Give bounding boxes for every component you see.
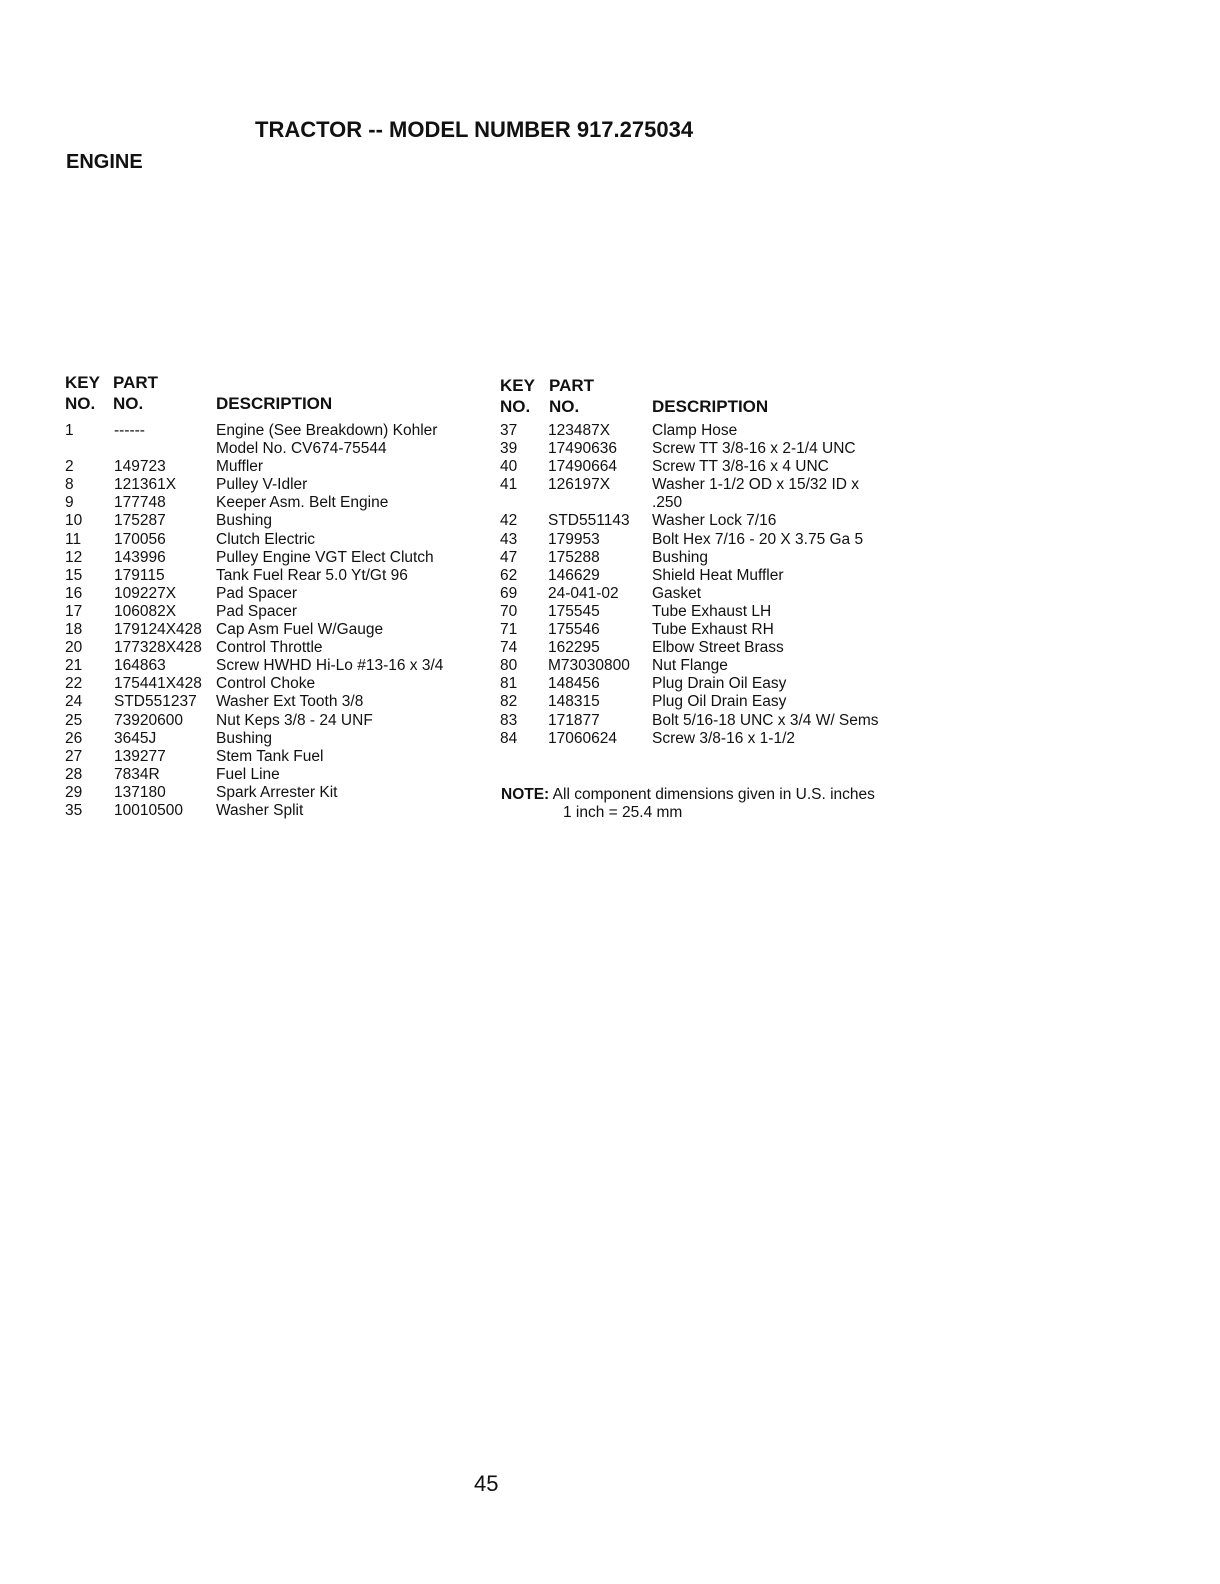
part-description: Plug Oil Drain Easy [652, 693, 787, 711]
page-number: 45 [474, 1471, 499, 1496]
key-number: 62 [500, 566, 518, 584]
key-number: 25 [65, 711, 83, 729]
part-number: 177748 [114, 494, 166, 512]
table-row [65, 549, 465, 567]
part-description: Tube Exhaust RH [652, 621, 774, 639]
table-row [65, 458, 465, 476]
key-number: 69 [500, 584, 518, 602]
key-number: 41 [500, 476, 518, 494]
table-row [65, 585, 465, 603]
table-row [65, 730, 465, 748]
part-description: Pulley V-Idler [216, 476, 308, 494]
part-number: 179124X428 [114, 621, 202, 639]
part-number: 171877 [548, 711, 600, 729]
part-number: 162295 [548, 639, 600, 657]
part-description: Muffler [216, 458, 264, 476]
part-number: 137180 [114, 783, 166, 801]
part-description: Screw 3/8-16 x 1-1/2 [652, 729, 796, 747]
note-line1: All component dimensions given in U.S. inches [552, 786, 875, 803]
part-description: Screw HWHD Hi-Lo #13-16 x 3/4 [216, 657, 444, 675]
right-part-header-line2: NO. [549, 397, 580, 416]
part-number: 143996 [114, 548, 166, 566]
key-number: 16 [65, 584, 83, 602]
key-number: 10 [65, 512, 83, 530]
table-row [65, 531, 465, 549]
table-row [65, 802, 465, 820]
part-number: 177328X428 [114, 639, 202, 657]
part-description: Control Throttle [216, 639, 323, 657]
table-row [65, 675, 465, 693]
table-row [65, 693, 465, 711]
table-row [500, 512, 910, 530]
key-number: 27 [65, 747, 83, 765]
key-number: 22 [65, 675, 83, 693]
note-line2: 1 inch = 25.4 mm [563, 804, 683, 821]
key-number: 18 [65, 621, 83, 639]
key-number: 20 [65, 639, 83, 657]
key-number: 35 [65, 801, 83, 819]
part-number: 139277 [114, 747, 166, 765]
right-key-header-line2: NO. [500, 397, 531, 416]
part-description: Fuel Line [216, 765, 280, 783]
part-description: Engine (See Breakdown) Kohler Model No. CV674-75544 [216, 422, 438, 458]
part-number: 170056 [114, 530, 166, 548]
part-number: ------ [114, 422, 145, 439]
table-row [65, 476, 465, 494]
part-description: Pad Spacer [216, 584, 297, 602]
part-description: Elbow Street Brass [652, 639, 784, 657]
table-row [500, 730, 910, 748]
key-number: 11 [65, 530, 82, 548]
key-number: 8 [65, 476, 74, 494]
part-number: 164863 [114, 657, 166, 675]
key-number: 17 [65, 602, 83, 620]
key-number: 9 [65, 494, 74, 512]
table-row [65, 657, 465, 675]
part-description: Control Choke [216, 675, 316, 693]
part-description: Bolt Hex 7/16 - 20 X 3.75 Ga 5 [652, 530, 864, 548]
note [501, 786, 875, 822]
part-description: Gasket [652, 584, 702, 602]
key-number: 43 [500, 530, 518, 548]
part-description: Cap Asm Fuel W/Gauge [216, 621, 384, 639]
part-description: Pulley Engine VGT Elect Clutch [216, 548, 434, 566]
key-number: 37 [500, 422, 518, 439]
part-description: Nut Keps 3/8 - 24 UNF [216, 711, 373, 729]
key-number: 83 [500, 711, 518, 729]
note-label: NOTE: [501, 786, 550, 803]
table-row [500, 675, 910, 693]
part-description: Washer 1-1/2 OD x 15/32 ID x .250 [652, 476, 860, 512]
table-row [65, 422, 465, 458]
part-number: 175441X428 [114, 675, 202, 693]
part-description: Tube Exhaust LH [652, 602, 772, 620]
table-row [500, 712, 910, 730]
left-part-header-line1: PART [113, 373, 159, 392]
part-number: 24-041-02 [548, 584, 619, 602]
key-number: 74 [500, 639, 518, 657]
table-row [500, 549, 910, 567]
part-description: Screw TT 3/8-16 x 2-1/4 UNC [652, 440, 856, 458]
part-number: STD551143 [548, 512, 630, 530]
part-description: Clutch Electric [216, 530, 316, 548]
part-number: 179953 [548, 530, 600, 548]
part-number: 149723 [114, 458, 166, 476]
right-parts-table [500, 422, 910, 748]
left-key-header-line2: NO. [65, 394, 96, 413]
part-number: 17490636 [548, 440, 617, 458]
key-number: 2 [65, 458, 74, 476]
part-number: 148456 [548, 675, 600, 693]
part-description: Spark Arrester Kit [216, 783, 338, 801]
part-number: 175287 [114, 512, 166, 530]
table-row [65, 639, 465, 657]
part-number: 179115 [114, 566, 165, 584]
table-row [500, 440, 910, 458]
table-row [500, 693, 910, 711]
key-number: 12 [65, 548, 83, 566]
part-description: Nut Flange [652, 657, 728, 675]
key-number: 42 [500, 512, 518, 530]
key-number: 39 [500, 440, 518, 458]
table-row [500, 585, 910, 603]
part-description: Washer Split [216, 801, 304, 819]
key-number: 1 [65, 422, 74, 439]
part-number: M73030800 [548, 657, 630, 675]
key-number: 71 [500, 621, 518, 639]
key-number: 81 [500, 675, 518, 693]
part-description: Bushing [216, 512, 273, 530]
table-row [65, 621, 465, 639]
left-part-header-line2: NO. [113, 394, 144, 413]
right-part-header-line1: PART [549, 376, 595, 395]
key-number: 84 [500, 729, 518, 747]
key-number: 15 [65, 566, 83, 584]
table-row [65, 766, 465, 784]
part-number: 123487X [548, 422, 611, 439]
key-number: 40 [500, 458, 518, 476]
page-title: TRACTOR -- MODEL NUMBER 917.275034 [255, 117, 694, 142]
table-row [65, 603, 465, 621]
part-number: 175288 [548, 548, 600, 566]
part-number: 148315 [548, 693, 600, 711]
right-key-header-line1: KEY [500, 376, 535, 395]
key-number: 47 [500, 548, 518, 566]
part-description: Screw TT 3/8-16 x 4 UNC [652, 458, 829, 476]
table-row [500, 603, 910, 621]
key-number: 24 [65, 693, 83, 711]
table-row [500, 657, 910, 675]
section-heading: ENGINE [66, 151, 143, 173]
part-description: Bushing [216, 729, 273, 747]
part-number: 109227X [114, 584, 177, 602]
part-number: 175546 [548, 621, 600, 639]
part-description: Bolt 5/16-18 UNC x 3/4 W/ Sems [652, 711, 879, 729]
part-description: Washer Ext Tooth 3/8 [216, 693, 364, 711]
part-number: 126197X [548, 476, 611, 494]
part-number: 175545 [548, 602, 600, 620]
left-key-header-line1: KEY [65, 373, 100, 392]
part-description: Plug Drain Oil Easy [652, 675, 787, 693]
key-number: 28 [65, 765, 83, 783]
right-description-header: DESCRIPTION [652, 397, 769, 416]
part-description: Clamp Hose [652, 422, 738, 439]
table-row [500, 476, 910, 512]
part-number: STD551237 [114, 693, 197, 711]
key-number: 70 [500, 602, 518, 620]
table-row [65, 748, 465, 766]
key-number: 82 [500, 693, 518, 711]
part-description: Tank Fuel Rear 5.0 Yt/Gt 96 [216, 566, 408, 584]
key-number: 21 [65, 657, 83, 675]
left-description-header: DESCRIPTION [216, 394, 333, 413]
part-description: Bushing [652, 548, 709, 566]
part-description: Washer Lock 7/16 [652, 512, 777, 530]
left-parts-table [65, 422, 465, 820]
part-number: 121361X [114, 476, 177, 494]
part-number: 17490664 [548, 458, 617, 476]
table-row [500, 422, 910, 440]
part-description: Stem Tank Fuel [216, 747, 324, 765]
table-row [65, 712, 465, 730]
part-number: 17060624 [548, 729, 617, 747]
key-number: 29 [65, 783, 83, 801]
table-row [65, 567, 465, 585]
part-number: 146629 [548, 566, 600, 584]
part-description: Shield Heat Muffler [652, 566, 784, 584]
key-number: 26 [65, 729, 83, 747]
table-row [500, 458, 910, 476]
part-number: 106082X [114, 602, 177, 620]
table-row [500, 567, 910, 585]
part-description: Keeper Asm. Belt Engine [216, 494, 389, 512]
table-row [65, 512, 465, 530]
part-number: 3645J [114, 729, 157, 747]
table-row [65, 784, 465, 802]
table-row [500, 639, 910, 657]
part-number: 10010500 [114, 801, 183, 819]
key-number: 80 [500, 657, 518, 675]
table-row [500, 621, 910, 639]
part-number: 73920600 [114, 711, 183, 729]
part-description: Pad Spacer [216, 602, 297, 620]
table-row [65, 494, 465, 512]
part-number: 7834R [114, 765, 160, 783]
table-row [500, 531, 910, 549]
